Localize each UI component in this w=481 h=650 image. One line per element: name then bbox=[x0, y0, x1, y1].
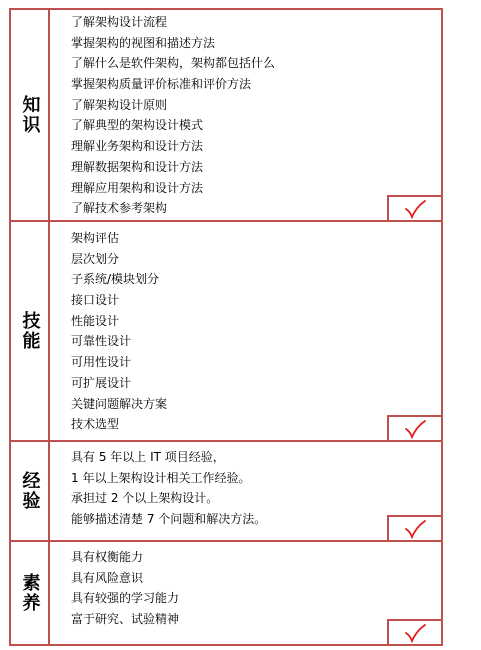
section-knowledge bbox=[11, 10, 441, 222]
list-item: 理解应用架构和设计方法 bbox=[71, 180, 204, 195]
list-item: 了解什么是软件架构，架构都包括什么 bbox=[71, 56, 276, 71]
list-item: 可扩展设计 bbox=[71, 375, 132, 390]
list-item: 了解架构设计原则 bbox=[71, 97, 168, 112]
section-skills bbox=[11, 222, 441, 442]
section-label: 知识 bbox=[19, 95, 41, 135]
list-item: 掌握架构的视图和描述方法 bbox=[71, 35, 216, 50]
section-label: 技能 bbox=[19, 311, 41, 351]
list-item: 关键问题解决方案 bbox=[71, 396, 168, 411]
list-item: 具有较强的学习能力 bbox=[71, 591, 180, 606]
item-list bbox=[50, 542, 441, 634]
item-list bbox=[50, 442, 441, 534]
list-item: 性能设计 bbox=[71, 313, 120, 328]
list-item: 架构评估 bbox=[71, 231, 120, 245]
section-label-cell bbox=[11, 222, 50, 440]
check-mark-icon bbox=[404, 519, 426, 539]
list-item: 可用性设计 bbox=[71, 355, 132, 370]
section-label: 素养 bbox=[19, 573, 41, 613]
check-cell bbox=[387, 195, 443, 222]
list-item: 子系统/模块划分 bbox=[71, 272, 160, 287]
competency-table bbox=[9, 8, 443, 646]
check-cell bbox=[387, 619, 443, 646]
section-label-cell bbox=[11, 542, 50, 644]
section-label-cell bbox=[11, 10, 50, 220]
list-item: 可靠性设计 bbox=[71, 334, 132, 349]
list-item: 了解架构设计流程 bbox=[71, 15, 168, 29]
list-item: 技术选型 bbox=[71, 417, 120, 432]
item-list bbox=[50, 10, 441, 223]
list-item: 了解技术参考架构 bbox=[71, 201, 168, 216]
list-item: 掌握架构质量评价标准和评价方法 bbox=[71, 77, 252, 92]
list-item: 理解数据架构和设计方法 bbox=[71, 159, 204, 174]
list-item: 具有权衡能力 bbox=[71, 550, 144, 564]
check-cell bbox=[387, 515, 443, 542]
section-label: 经验 bbox=[19, 471, 41, 511]
list-item: 理解业务架构和设计方法 bbox=[71, 139, 204, 154]
list-item: 能够描述清楚 7 个问题和解决方法。 bbox=[71, 512, 267, 527]
list-item: 承担过 2 个以上架构设计。 bbox=[71, 491, 219, 506]
list-item: 了解典型的架构设计模式 bbox=[71, 118, 204, 133]
list-item: 具有 5 年以上 IT 项目经验， bbox=[71, 450, 225, 464]
section-label-cell bbox=[11, 442, 50, 540]
list-item: 接口设计 bbox=[71, 293, 120, 308]
item-list bbox=[50, 222, 441, 439]
check-cell bbox=[387, 415, 443, 442]
list-item: 1 年以上架构设计相关工作经验。 bbox=[71, 470, 251, 485]
section-qualities bbox=[11, 542, 441, 644]
section-experience bbox=[11, 442, 441, 542]
list-item: 具有风险意识 bbox=[71, 570, 144, 585]
check-mark-icon bbox=[404, 419, 426, 439]
check-mark-icon bbox=[404, 623, 426, 643]
list-item: 层次划分 bbox=[71, 251, 120, 266]
list-item: 富于研究、试验精神 bbox=[71, 612, 180, 627]
check-mark-icon bbox=[404, 199, 426, 219]
